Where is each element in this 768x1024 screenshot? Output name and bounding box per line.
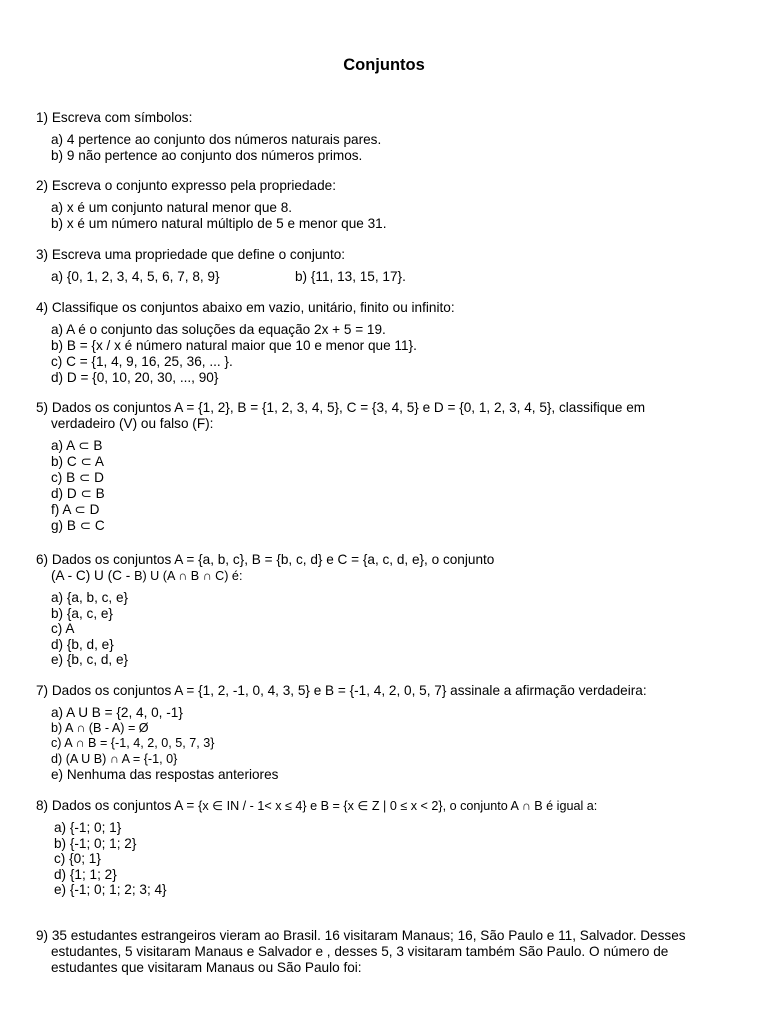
question-3-stem: 3) Escreva uma propriedade que define o conjunto: [36,247,346,262]
option-e: e) {b, c, d, e} [51,652,129,667]
question-1 [36,110,728,164]
option-a: a) {-1; 0; 1} [54,820,122,835]
question-2 [36,178,728,232]
question-5-stem-continued: verdadeiro (V) ou falso (F): [51,416,214,431]
question-8-stem-part1: 8) Dados os conjuntos A = [36,798,199,813]
option-d: d) D ⊂ B [51,486,105,501]
option-a: a) A ⊂ B [51,438,103,453]
option-a: a) x é um conjunto natural menor que 8. [51,200,293,215]
question-6-expression-part2: B) U (A ∩ B ∩ C) é: [134,569,243,583]
option-b: b) C ⊂ A [51,454,104,469]
option-e: e) Nenhuma das respostas anteriores [51,767,279,782]
option-b: b) x é um número natural múltiplo de 5 e menor que 31. [51,216,387,231]
question-8-stem-part2: {x ∈ IN / - 1< x ≤ 4} e B = {x ∈ Z | 0 ≤ x < 2}, o conjunto A ∩ B é igual a: [198,799,598,813]
question-6-expression [36,568,728,584]
option-b: b) 9 não pertence ao conjunto dos números primos. [51,148,363,163]
option-d: d) (A U B) ∩ A = {-1, 0} [51,751,178,766]
question-4-options [36,322,728,386]
question-5-stem: 5) Dados os conjuntos A = {1, 2}, B = {1, 2, 3, 4, 5}, C = {3, 4, 5} e D = {0, 1, 2, 3, 4, 5}, classifique em [36,400,646,415]
option-d: d) {b, d, e} [51,636,114,652]
option-e: e) {-1; 0; 1; 2; 3; 4} [54,882,167,897]
option-a: a) {a, b, c, e} [51,590,129,605]
option-a: a) 4 pertence ao conjunto dos números naturais pares. [51,132,382,147]
option-f: f) A ⊂ D [51,502,100,517]
question-1-options [36,132,728,164]
question-8 [36,798,728,898]
question-9-stem: 9) 35 estudantes estrangeiros vieram ao Brasil. 16 visitaram Manaus; 16, São Paulo e 11, Salvador. Desses [36,928,686,943]
option-c: c) A [51,621,75,636]
question-3-options [36,269,728,285]
option-b: b) {11, 13, 15, 17}. [295,269,406,284]
option-c: c) B ⊂ D [51,470,104,485]
question-9-stem-continued-1: estudantes, 5 visitaram Manaus e Salvador e , desses 5, 3 visitaram também São Paulo. O número de [51,944,669,959]
question-6 [36,552,728,668]
option-c: c) A ∩ B = {-1, 4, 2, 0, 5, 7, 3} [51,736,215,750]
question-7 [36,683,728,783]
question-4-stem: 4) Classifique os conjuntos abaixo em vazio, unitário, finito ou infinito: [36,300,455,315]
option-g: g) B ⊂ C [51,518,105,533]
question-1-stem: 1) Escreva com símbolos: [36,110,193,125]
option-b: b) A ∩ (B - A) = Ø [51,720,149,735]
option-a: a) {0, 1, 2, 3, 4, 5, 6, 7, 8, 9} [51,269,220,284]
question-4 [36,300,728,386]
question-8-options [36,820,728,898]
question-6-stem: 6) Dados os conjuntos A = {a, b, c}, B = {b, c, d} e C = {a, c, d, e}, o conjunto [36,552,495,567]
question-8-stem [36,798,728,814]
question-7-stem: 7) Dados os conjuntos A = {1, 2, -1, 0, 4, 3, 5} e B = {-1, 4, 2, 0, 5, 7} assinale a afirmação verdadeira: [36,683,647,698]
question-2-options [36,200,728,232]
question-9 [36,928,728,976]
question-6-options [36,590,728,668]
option-c: c) {0; 1} [54,851,101,866]
question-6-expression-part1: (A - C) U (C - [51,568,135,583]
question-2-stem: 2) Escreva o conjunto expresso pela propriedade: [36,178,336,193]
question-7-options [36,705,728,783]
question-5-options [36,438,728,534]
question-3-option-row [51,269,728,285]
question-5 [36,400,728,534]
option-a: a) A é o conjunto das soluções da equação 2x + 5 = 19. [51,322,386,337]
option-d: d) {1; 1; 2} [54,866,117,882]
question-9-stem-continued-2: estudantes que visitaram Manaus ou São Paulo foi: [51,960,362,975]
option-b: b) B = {x / x é número natural maior que 10 e menor que 11}. [51,338,417,353]
option-c: c) C = {1, 4, 9, 16, 25, 36, ... }. [51,354,233,369]
option-a: a) A U B = {2, 4, 0, -1} [51,705,183,720]
page-title: Conjuntos [343,56,425,74]
option-d: d) D = {0, 10, 20, 30, ..., 90} [51,370,219,385]
question-3 [36,247,728,285]
option-b: b) {a, c, e} [51,605,113,621]
option-b: b) {-1; 0; 1; 2} [54,835,137,851]
